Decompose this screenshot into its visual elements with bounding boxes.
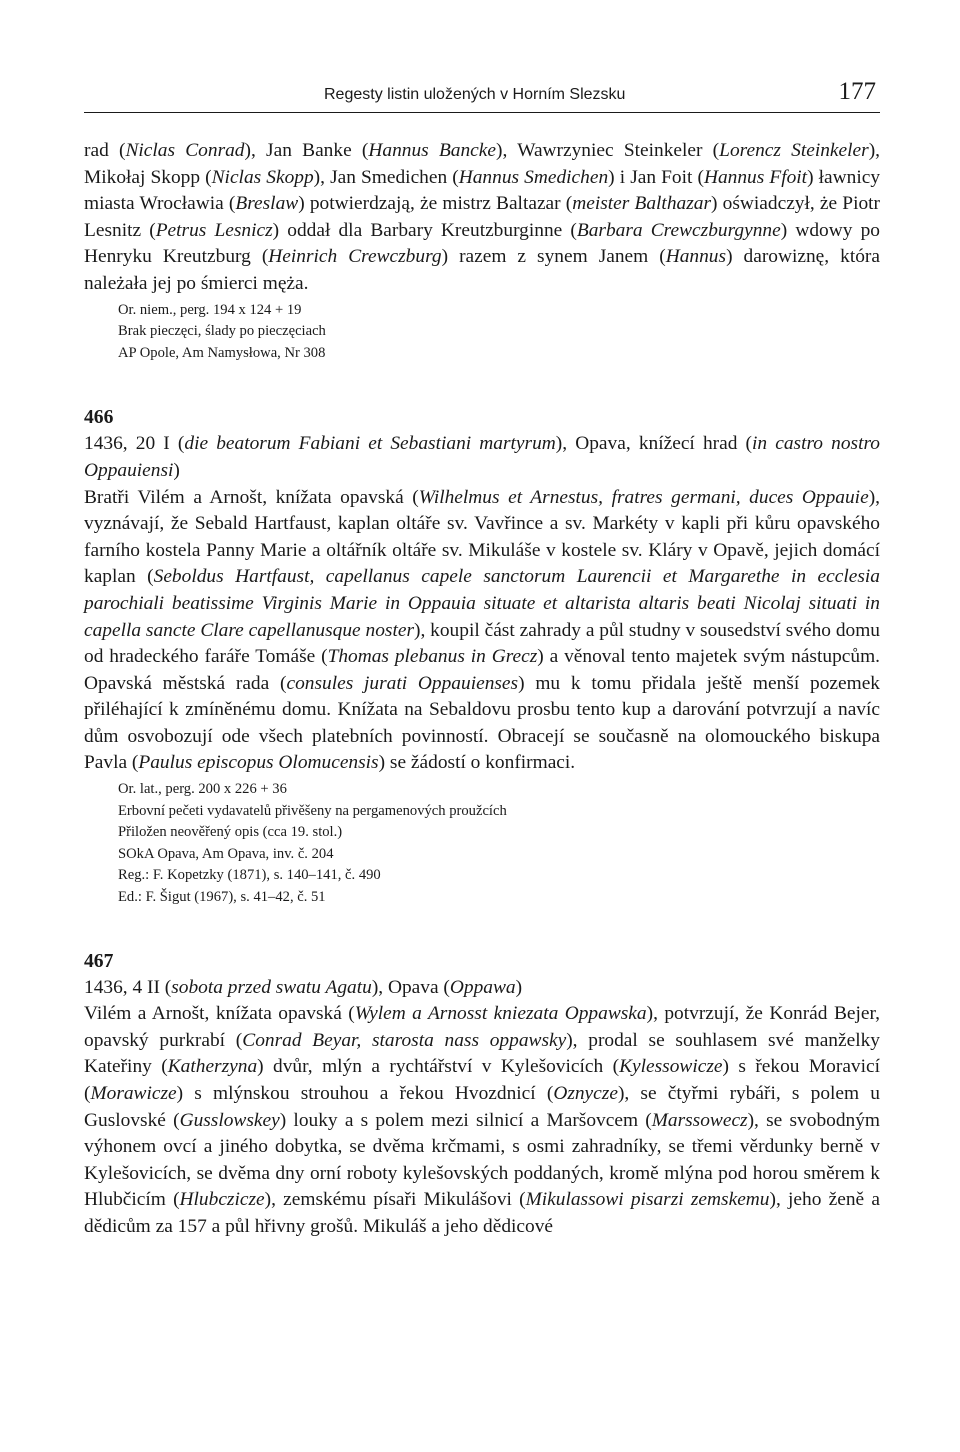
page-number: 177	[838, 78, 876, 105]
note-line: Reg.: F. Kopetzky (1871), s. 140–141, č. 490	[118, 867, 381, 884]
running-title: Regesty listin uložených v Horním Slezsku	[324, 86, 626, 103]
entry-prev-text: rad (Niclas Conrad), Jan Banke (Hannus Bancke), Wawrzyniec Steinkeler (Lorencz Steinkeler), Mikołaj Skopp (Niclas Skopp), Jan Smedichen (Hannus Smedichen) i Jan Foit (Hannus Ffoit) ławnicy miasta Wrocławia (Breslaw) potwierdzają, że mistrz Baltazar (meister Balthazar) oświadczył, że Piotr Lesnitz (Petrus Lesnicz) oddał dla Barbary Kreutzburginne (Barbara Crewczburgynne) wdowy po Henryku Kreutzburg (Heinrich Crewczburg) razem z synem Janem (Hannus) darowiznę, która należała jej po śmierci męża.	[84, 140, 881, 294]
note-line: Or. lat., perg. 200 x 226 + 36	[118, 781, 287, 798]
entry-prev-notes	[84, 300, 880, 365]
entry-number: 466	[84, 407, 114, 429]
note-line: Ed.: F. Šigut (1967), s. 41–42, č. 51	[118, 889, 326, 906]
note-line: Brak pieczęci, ślady po pieczęciach	[118, 323, 326, 340]
entry-date: 1436, 20 I (die beatorum Fabiani et Sebastiani martyrum), Opava, knížecí hrad (in castro nostro Oppauiensi)	[84, 433, 880, 481]
header-rule	[84, 112, 880, 113]
page-body	[84, 138, 880, 1241]
entry-number: 467	[84, 950, 114, 972]
note-line: Přiložen neověřený opis (cca 19. stol.)	[118, 824, 343, 841]
entry-text: Vilém a Arnošt, knížata opavská (Wylem a Arnosst kniezata Oppawska), potvrzují, že Konrád Bejer, opavský purkrabí (Conrad Beyar, starosta nass oppawsky), prodal se souhlasem své manželky Kateřiny (Katherzyna) dvůr, mlýn a rychtářství v Kylešovicích (Kylessowicze) s řekou Moravicí (Morawicze) s mlýnskou strouhou a řekou Hvozdnicí (Oznycze), se čtyřmi rybáři, s polem u Guslovské (Gusslowskey) louky a s polem mezi silnicí a Maršovcem (Marssowecz), se svobodným výhonem ovcí a jiného dobytka, se dvěma krčmami, s osmi zahradníky, se třemi věrdunky berně v Kylešovicích, se dvěma dny orní roboty kylešovských poddaných, kromě mlýna pod horou směrem k Hlubčicím (Hlubczicze), zemskému písaři Mikulášovi (Mikulassowi pisarzi zemskemu), jeho ženě a dědicům za 157 a půl hřivny grošů. Mikuláš a jeho dědicové	[84, 1003, 881, 1237]
entry-text: Bratři Vilém a Arnošt, knížata opavská (Wilhelmus et Arnestus, fratres germani, duces Oppauie), vyznávají, že Sebald Hartfaust, kaplan oltáře sv. Vavřince a sv. Markéty v kapli při kůru opavského farního kostela Panny Marie a oltářník oltáře sv. Mikuláše v kostele sv. Kláry v Opavě, jejich domácí kaplan (Seboldus Hartfaust, capellanus capele sanctorum Laurencii et Margarethe in ecclesia parochiali beatissime Virginis Marie in Oppauia situate et altarista altaris beati Nicolaj situati in capella sancte Clare capellanusque noster), koupil část zahrady a půl studny v sousedství svého domu od hradeckého faráře Tomáše (Thomas plebanus in Grecz) a věnoval tento majetek svým nástupcům. Opavská městská rada (consules jurati Oppauienses) mu k tomu přidala ještě menší pozemek přiléhající k zmíněnému domu. Knížata na Sebaldovu prosbu tento kup a darování potvrzují a navíc dům osvobozují ode všech platebních povinností. Obracejí se současně na olomouckého biskupa Pavla (Paulus episcopus Olomucensis) se žádostí o konfirmaci.	[84, 486, 881, 774]
entry-notes	[84, 779, 880, 909]
note-line: AP Opole, Am Namysłowa, Nr 308	[118, 344, 326, 361]
entry-date: 1436, 4 II (sobota przed swatu Agatu), Opava (Oppawa)	[84, 976, 523, 998]
note-line: Erbovní pečeti vydavatelů přivěšeny na pergamenových proužcích	[118, 802, 507, 819]
note-line: Or. niem., perg. 194 x 124 + 19	[118, 301, 302, 318]
note-line: SOkA Opava, Am Opava, inv. č. 204	[118, 845, 334, 862]
running-header	[84, 78, 880, 112]
